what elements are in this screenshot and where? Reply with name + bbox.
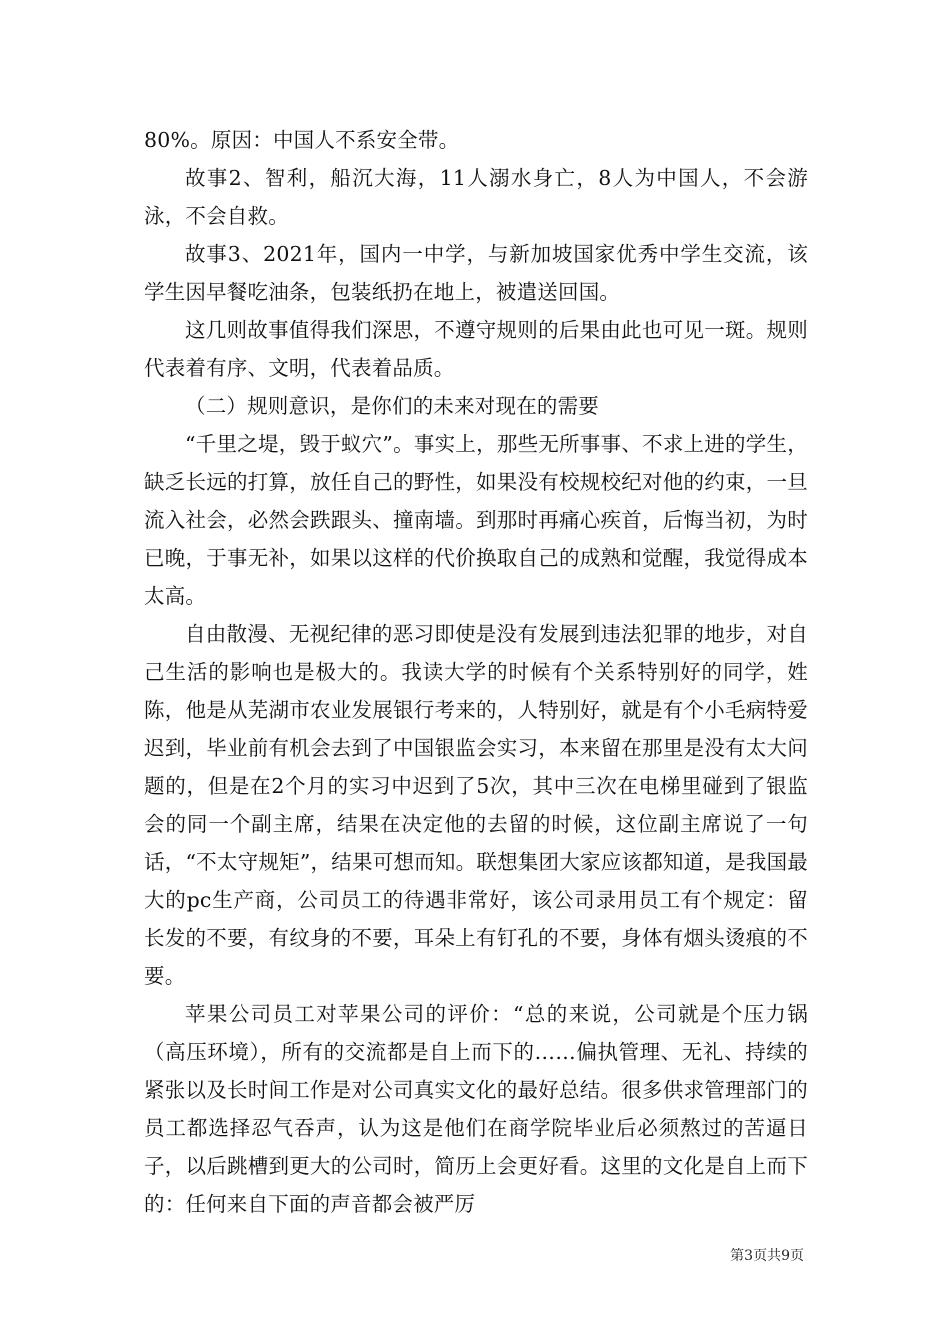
paragraph-continuation: 80%。原因：中国人不系安全带。 [144,128,460,152]
paragraph-dyke-proverb: “千里之堤，毁于蚁穴”。事实上，那些无所事事、不求上进的学生，缺乏长远的打算，放任自己的野性，如果没有校规校纪对他的约束，一旦流入社会，必然会跌跟头、撞南墙。到那时再痛心疾首，后悔当初，为时已晚，于事无补，如果以这样的代价换取自己的成熟和觉醒，我觉得成本太高。 [144,432,808,608]
section-heading: （二）规则意识，是你们的未来对现在的需要 [185,394,599,418]
page-number-footer: 第3页共9页 [730,1248,804,1264]
paragraph-story-3: 故事3、2021年，国内一中学，与新加坡国家优秀中学生交流，该学生因早餐吃油条，包装纸扔在地上，被遣送回国。 [144,242,808,304]
paragraph-reflection: 这几则故事值得我们深思，不遵守规则的后果由此也可见一斑。规则代表着有序、文明，代表着品质。 [144,318,808,380]
paragraph-classmate-story: 自由散漫、无视纪律的恶习即使是没有发展到违法犯罪的地步，对自己生活的影响也是极大的。我读大学的时候有个关系特别好的同学，姓陈，他是从芜湖市农业发展银行考来的，人特别好，就是有个小毛病特爱迟到，毕业前有机会去到了中国银监会实习，本来留在那里是没有太大问题的，但是在2个月的实习中迟到了5次，其中三次在电梯里碰到了银监会的同一个副主席，结果在决定他的去留的时候，这位副主席说了一句话，“不太守规矩”，结果可想而知。联想集团大家应该都知道，是我国最大的pc生产商，公司员工的待遇非常好，该公司录用员工有个规定：留长发的不要，有纹身的不要，耳朵上有钉孔的不要，身体有烟头烫痕的不要。 [144,622,808,988]
paragraph-apple-review: 苹果公司员工对苹果公司的评价：“总的来说，公司就是个压力锅（高压环境），所有的交流都是自上而下的……偏执管理、无礼、持续的紧张以及长时间工作是对公司真实文化的最好总结。很多供求管理部门的员工都选择忍气吞声，认为这是他们在商学院毕业后必须熬过的苦逼日子，以后跳槽到更大的公司时，简历上会更好看。这里的文化是自上而下的：任何来自下面的声音都会被严厉 [144,1002,808,1216]
document-body [144,121,808,1223]
paragraph-story-2: 故事2、智利，船沉大海，11人溺水身亡，8人为中国人，不会游泳，不会自救。 [144,166,808,228]
